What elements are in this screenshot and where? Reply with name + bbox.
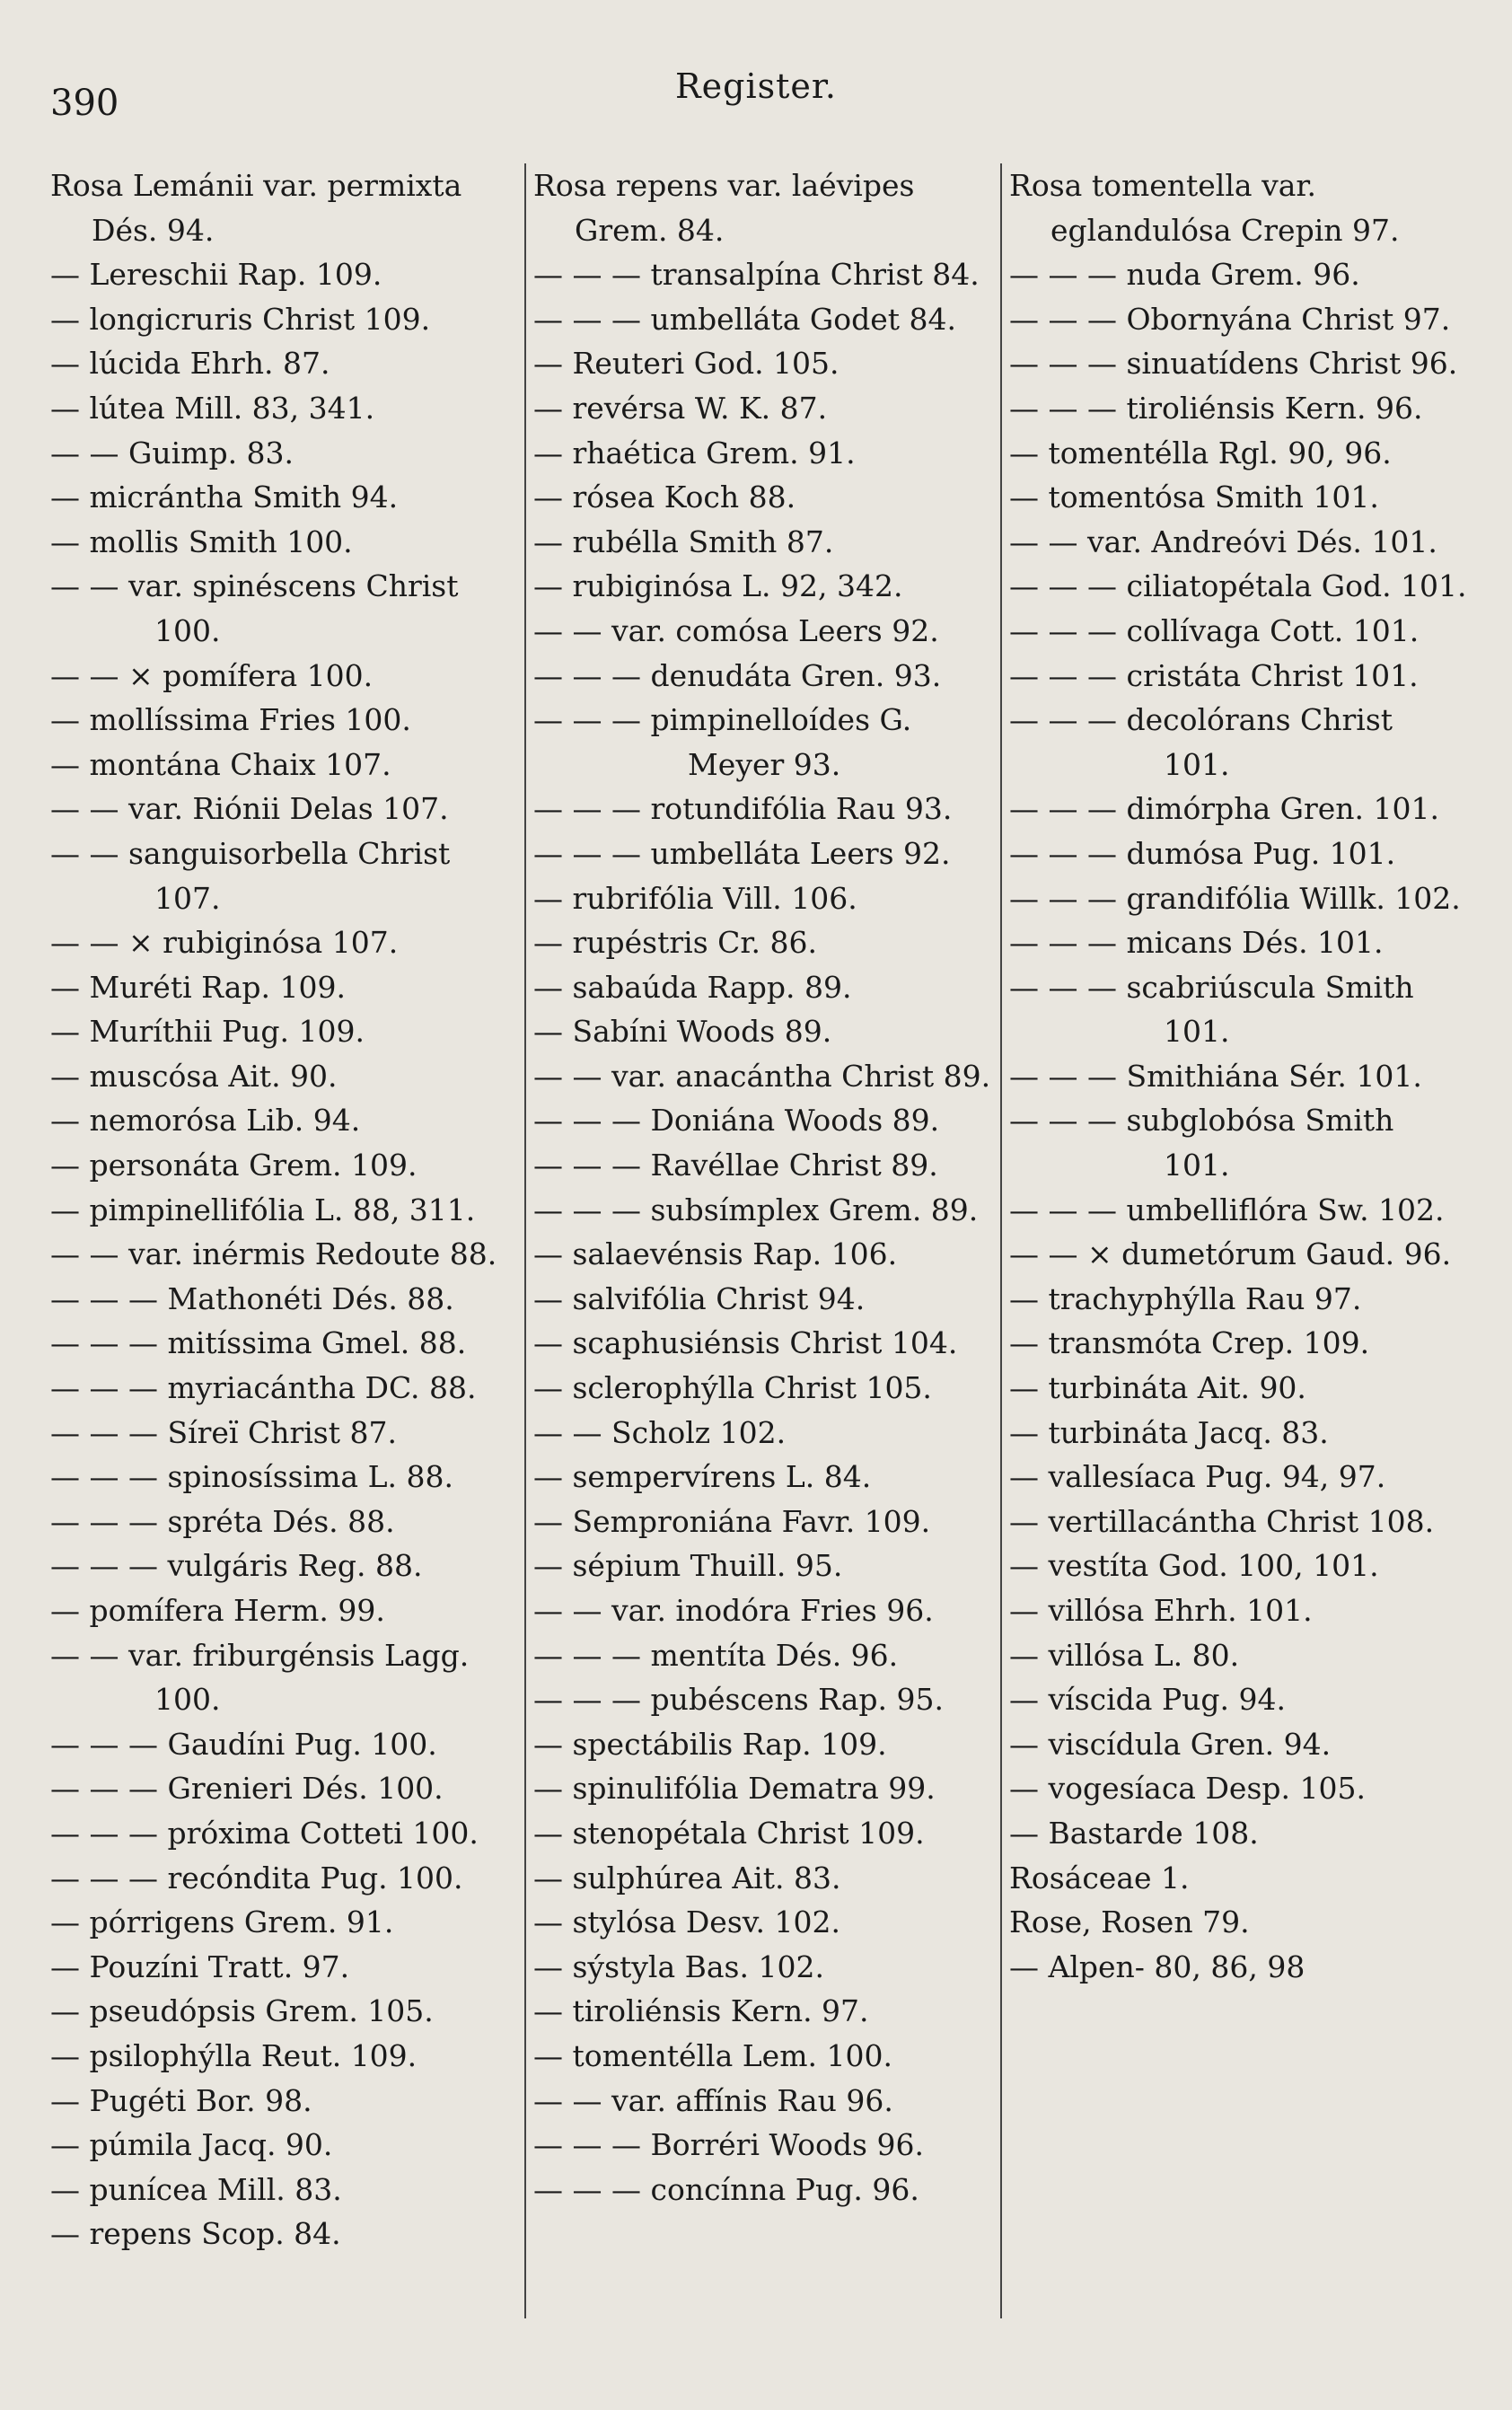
index-entry: — tomentósa Smith 101.: [1009, 479, 1379, 515]
index-entry: — vertillacántha Christ 108.: [1009, 1503, 1435, 1539]
index-entry: Rose, Rosen 79.: [1009, 1904, 1250, 1940]
page-number: 390: [50, 83, 119, 124]
index-entry: — villósa Ehrh. 101.: [1009, 1593, 1313, 1628]
index-entry: — — — Doniána Woods 89.: [533, 1103, 940, 1139]
index-entry: — — var. comósa Leers 92.: [533, 612, 939, 648]
index-entry: — tomentélla Rgl. 90, 96.: [1009, 435, 1392, 471]
index-entry: — mollíssima Fries 100.: [50, 702, 411, 738]
index-entry: — — var. inérmis Redoute 88.: [50, 1236, 497, 1272]
index-entry: — — — subsímplex Grem. 89.: [533, 1192, 979, 1227]
index-entry: — — — subglobósa Smith 101.: [1009, 1103, 1394, 1183]
index-entry: — stenopétala Christ 109.: [533, 1815, 925, 1851]
index-column-3: [1000, 163, 1476, 2318]
index-entry: — spinulifólia Dematra 99.: [533, 1771, 936, 1807]
index-entry: — — — Borréri Woods 96.: [533, 2127, 924, 2163]
index-entry: — longicruris Christ 109.: [50, 301, 431, 337]
index-entry: — repens Scop. 84.: [50, 2216, 341, 2252]
index-entry: — Lereschii Rap. 109.: [50, 257, 382, 293]
index-entry: — — — umbelláta Godet 84.: [533, 301, 956, 337]
index-entry: — — — ciliatopétala God. 101.: [1009, 568, 1467, 604]
index-entry: — turbináta Ait. 90.: [1009, 1370, 1306, 1406]
index-entry: — transmóta Crep. 109.: [1009, 1325, 1370, 1361]
index-entry: — — sanguisorbella Christ 107.: [50, 835, 451, 916]
index-entry: — sépium Thuill. 95.: [533, 1548, 843, 1584]
index-entry: — Sabíni Woods 89.: [533, 1014, 832, 1050]
index-entry: — Bastarde 108.: [1009, 1815, 1259, 1851]
index-entry: — sýstyla Bas. 102.: [533, 1948, 824, 1984]
index-entry: — tomentélla Lem. 100.: [533, 2037, 892, 2073]
index-entry: — — — Ravéllae Christ 89.: [533, 1148, 938, 1183]
index-entry: Rosáceae 1.: [1009, 1860, 1190, 1895]
index-entry: — — Scholz 102.: [533, 1414, 787, 1450]
index-entry: — rupéstris Cr. 86.: [533, 925, 817, 961]
index-entry: — — — Síreï Christ 87.: [50, 1414, 397, 1450]
index-entry: Rosa repens var. laévipes Grem. 84.: [533, 168, 915, 248]
index-entry: — salaevénsis Rap. 106.: [533, 1236, 898, 1272]
index-entry: — — × pomífera 100.: [50, 657, 374, 693]
index-entry: — — var. Andreóvi Dés. 101.: [1009, 523, 1437, 559]
running-head: Register.: [675, 66, 837, 106]
index-entry: — Muríthii Pug. 109.: [50, 1014, 365, 1050]
index-entry: — — — dimórpha Gren. 101.: [1009, 791, 1439, 827]
index-entry: — pseudópsis Grem. 105.: [50, 1993, 434, 2029]
index-entry: — sclerophýlla Christ 105.: [533, 1370, 932, 1406]
index-entry: — — — collívaga Cott. 101.: [1009, 612, 1420, 648]
index-entry: — — — Grenieri Dés. 100.: [50, 1771, 444, 1807]
index-entry: — trachyphýlla Rau 97.: [1009, 1280, 1362, 1316]
index-entry: Rosa tomentella var. eglandulósa Crepin 97.: [1009, 168, 1400, 248]
index-entry: Rosa Lemánii var. permixta Dés. 94.: [50, 168, 462, 248]
index-entry: — turbináta Jacq. 83.: [1009, 1414, 1329, 1450]
index-entry: — púmila Jacq. 90.: [50, 2127, 333, 2163]
index-entry: — nemorósa Lib. 94.: [50, 1103, 361, 1139]
index-entry: — — — Obornyána Christ 97.: [1009, 301, 1451, 337]
index-entry: — revérsa W. K. 87.: [533, 390, 828, 426]
index-entry: — — — umbelláta Leers 92.: [533, 835, 951, 871]
index-column-2: [524, 163, 1000, 2318]
index-entry: — — × rubiginósa 107.: [50, 925, 399, 961]
index-entry: — — — mentíta Dés. 96.: [533, 1637, 899, 1673]
index-entry: — spectábilis Rap. 109.: [533, 1726, 887, 1762]
index-entry: — rósea Koch 88.: [533, 479, 796, 515]
index-entry: — — var. affínis Rau 96.: [533, 2082, 893, 2118]
index-columns: [48, 163, 1476, 2318]
index-entry: — — — cristáta Christ 101.: [1009, 657, 1419, 693]
index-entry: — — — spinosíssima L. 88.: [50, 1459, 453, 1495]
index-entry: — Pouzíni Tratt. 97.: [50, 1948, 350, 1984]
index-entry: — — — sinuatídens Christ 96.: [1009, 346, 1458, 382]
index-entry: — — — pimpinelloídes G. Meyer 93.: [533, 702, 912, 782]
index-entry: — rubrifólia Vill. 106.: [533, 880, 857, 916]
index-entry: — sulphúrea Ait. 83.: [533, 1860, 841, 1895]
index-entry: — personáta Grem. 109.: [50, 1148, 418, 1183]
index-entry: — — — Smithiána Sér. 101.: [1009, 1058, 1422, 1094]
index-entry: — pomífera Herm. 99.: [50, 1593, 385, 1628]
index-entry: — — — micans Dés. 101.: [1009, 925, 1384, 961]
index-entry: — — — concínna Pug. 96.: [533, 2171, 919, 2207]
index-entry: — villósa L. 80.: [1009, 1637, 1240, 1673]
index-entry: — lútea Mill. 83, 341.: [50, 390, 375, 426]
index-entry: — — — umbelliflóra Sw. 102.: [1009, 1192, 1445, 1227]
index-entry: — sempervírens L. 84.: [533, 1459, 872, 1495]
index-entry: — — — recóndita Pug. 100.: [50, 1860, 463, 1895]
index-entry: — mollis Smith 100.: [50, 523, 353, 559]
index-entry: — Muréti Rap. 109.: [50, 969, 347, 1005]
index-entry: — pórrigens Grem. 91.: [50, 1904, 394, 1940]
index-entry: — rubélla Smith 87.: [533, 523, 834, 559]
index-entry: — salvifólia Christ 94.: [533, 1280, 866, 1316]
index-entry: — — — nuda Grem. 96.: [1009, 257, 1360, 293]
index-entry: — stylósa Desv. 102.: [533, 1904, 840, 1940]
index-entry: — — — vulgáris Reg. 88.: [50, 1548, 423, 1584]
index-entry: — rubiginósa L. 92, 342.: [533, 568, 903, 604]
index-entry: — Reuteri God. 105.: [533, 346, 840, 382]
index-entry: — vestíta God. 100, 101.: [1009, 1548, 1379, 1584]
index-entry: — — var. spinéscens Christ 100.: [50, 568, 459, 648]
index-entry: — — — myriacántha DC. 88.: [50, 1370, 477, 1406]
index-entry: — lúcida Ehrh. 87.: [50, 346, 330, 382]
index-entry: — tiroliénsis Kern. 97.: [533, 1993, 869, 2029]
index-entry: — muscósa Ait. 90.: [50, 1058, 338, 1094]
index-entry: — — — scabriúscula Smith 101.: [1009, 969, 1414, 1050]
index-entry: — — — pubéscens Rap. 95.: [533, 1682, 944, 1718]
index-entry: — Alpen- 80, 86, 98: [1009, 1948, 1305, 1984]
index-entry: — viscídula Gren. 94.: [1009, 1726, 1332, 1762]
index-entry: — — var. Riónii Delas 107.: [50, 791, 449, 827]
index-entry: — — — grandifólia Willk. 102.: [1009, 880, 1461, 916]
index-entry: — rhaética Grem. 91.: [533, 435, 856, 471]
index-entry: — pimpinellifólia L. 88, 311.: [50, 1192, 476, 1227]
index-entry: — sabaúda Rapp. 89.: [533, 969, 852, 1005]
index-entry: — — Guimp. 83.: [50, 435, 294, 471]
index-entry: — punícea Mill. 83.: [50, 2171, 342, 2207]
index-entry: — — — denudáta Gren. 93.: [533, 657, 942, 693]
index-entry: — Semproniána Favr. 109.: [533, 1503, 931, 1539]
index-entry: — Pugéti Bor. 98.: [50, 2082, 312, 2118]
index-entry: — scaphusiénsis Christ 104.: [533, 1325, 958, 1361]
index-entry: — — — transalpína Christ 84.: [533, 257, 980, 293]
index-entry: — psilophýlla Reut. 109.: [50, 2037, 418, 2073]
index-entry: — — var. inodóra Fries 96.: [533, 1593, 934, 1628]
index-entry: — vallesíaca Pug. 94, 97.: [1009, 1459, 1386, 1495]
index-entry: — — — dumósa Pug. 101.: [1009, 835, 1396, 871]
index-entry: — — — spréta Dés. 88.: [50, 1503, 395, 1539]
index-entry: — — — tiroliénsis Kern. 96.: [1009, 390, 1423, 426]
index-entry: — — var. anacántha Christ 89.: [533, 1058, 991, 1094]
index-entry: — vogesíaca Desp. 105.: [1009, 1771, 1366, 1807]
index-entry: — — — mitíssima Gmel. 88.: [50, 1325, 467, 1361]
index-entry: — montána Chaix 107.: [50, 746, 391, 782]
index-entry: — víscida Pug. 94.: [1009, 1682, 1286, 1718]
index-entry: — — × dumetórum Gaud. 96.: [1009, 1236, 1452, 1272]
index-entry: — — — próxima Cotteti 100.: [50, 1815, 479, 1851]
index-entry: — micrántha Smith 94.: [50, 479, 399, 515]
index-column-1: [48, 163, 524, 2318]
index-entry: — — — rotundifólia Rau 93.: [533, 791, 953, 827]
index-entry: — — — decolórans Christ 101.: [1009, 702, 1393, 782]
index-entry: — — — Gaudíni Pug. 100.: [50, 1726, 437, 1762]
index-entry: — — — Mathonéti Dés. 88.: [50, 1280, 454, 1316]
index-entry: — — var. friburgénsis Lagg. 100.: [50, 1637, 470, 1718]
